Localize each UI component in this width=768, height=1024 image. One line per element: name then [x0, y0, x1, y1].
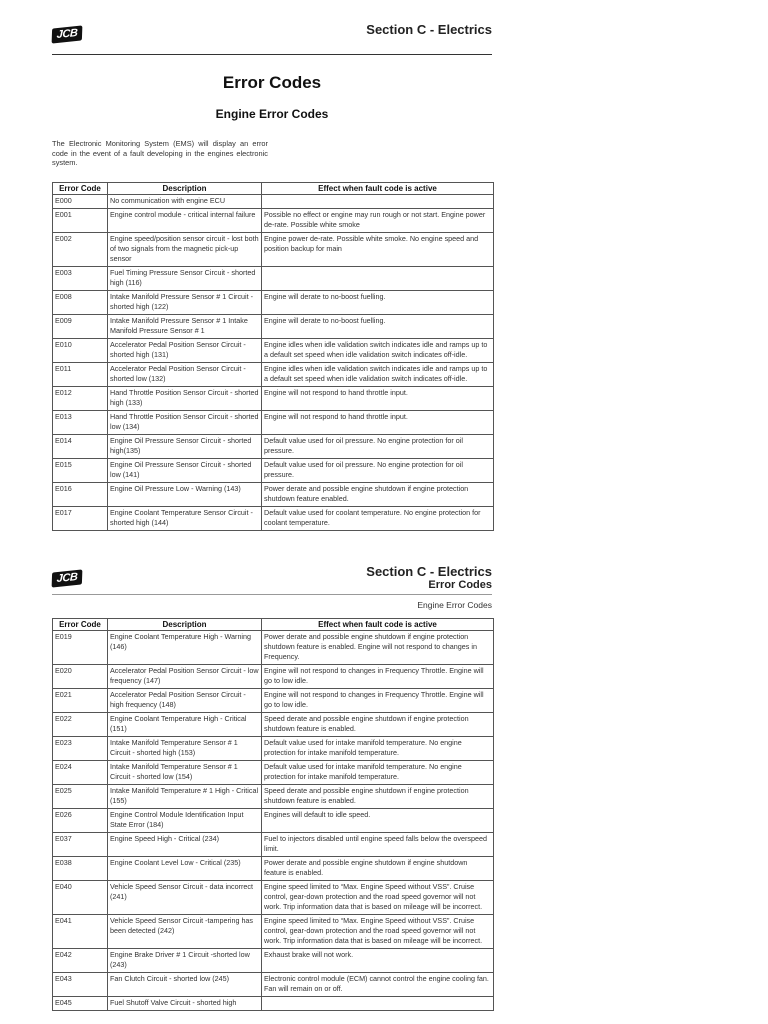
- table-row: [53, 339, 494, 363]
- error-code-cell: E016: [53, 483, 108, 507]
- error-code-cell: E025: [53, 785, 108, 809]
- error-code-cell: E003: [53, 267, 108, 291]
- description-cell: Hand Throttle Position Sensor Circuit - shorted low (134): [108, 411, 262, 435]
- description-cell: Fuel Shutoff Valve Circuit - shorted high: [108, 997, 262, 1011]
- description-cell: Intake Manifold Pressure Sensor # 1 Circuit - shorted high (122): [108, 291, 262, 315]
- error-code-cell: E015: [53, 459, 108, 483]
- effect-cell: [262, 267, 494, 291]
- table-row: [53, 195, 494, 209]
- description-cell: Engine Speed High - Critical (234): [108, 833, 262, 857]
- error-code-cell: E011: [53, 363, 108, 387]
- description-cell: Intake Manifold Temperature Sensor # 1 Circuit - shorted high (153): [108, 737, 262, 761]
- table-row: [53, 881, 494, 915]
- error-code-cell: E037: [53, 833, 108, 857]
- column-header-effect: Effect when fault code is active: [262, 619, 494, 631]
- effect-cell: Engine speed limited to “Max. Engine Speed without VSS”. Cruise control, gear-down protection and the road speed governor will not work. Trip information data that is based on mileage will be incorrect.: [262, 915, 494, 949]
- description-cell: Fan Clutch Circuit - shorted low (245): [108, 973, 262, 997]
- header-rule: [52, 594, 492, 595]
- effect-cell: Engine will not respond to changes in Frequency Throttle. Engine will go to low idle.: [262, 665, 494, 689]
- error-code-table: [52, 618, 494, 1011]
- effect-cell: Engine speed limited to “Max. Engine Speed without VSS”. Cruise control, gear-down protection and the road speed governor will not work. Trip information data that is based on mileage will be incorrect.: [262, 881, 494, 915]
- column-header-code: Error Code: [53, 183, 108, 195]
- table-row: [53, 459, 494, 483]
- error-code-cell: E002: [53, 233, 108, 267]
- table-row: [53, 387, 494, 411]
- table-row: [53, 483, 494, 507]
- table-row: [53, 857, 494, 881]
- error-code-cell: E001: [53, 209, 108, 233]
- table-row: [53, 507, 494, 531]
- section-title: Section C - Electrics: [366, 22, 492, 37]
- table-row: [53, 973, 494, 997]
- error-code-cell: E013: [53, 411, 108, 435]
- description-cell: Intake Manifold Pressure Sensor # 1 Intake Manifold Pressure Sensor # 1: [108, 315, 262, 339]
- description-cell: Accelerator Pedal Position Sensor Circuit - low frequency (147): [108, 665, 262, 689]
- effect-cell: Exhaust brake will not work.: [262, 949, 494, 973]
- error-code-cell: E008: [53, 291, 108, 315]
- error-code-cell: E023: [53, 737, 108, 761]
- column-header-description: Description: [108, 183, 262, 195]
- effect-cell: Default value used for coolant temperature. No engine protection for coolant temperature.: [262, 507, 494, 531]
- error-code-cell: E020: [53, 665, 108, 689]
- error-code-cell: E043: [53, 973, 108, 997]
- table-row: [53, 997, 494, 1011]
- table-row: [53, 233, 494, 267]
- description-cell: Intake Manifold Temperature # 1 High - Critical (155): [108, 785, 262, 809]
- error-code-table: [52, 182, 494, 531]
- description-cell: Vehicle Speed Sensor Circuit - data incorrect (241): [108, 881, 262, 915]
- effect-cell: [262, 997, 494, 1011]
- column-header-code: Error Code: [53, 619, 108, 631]
- effect-cell: Engine will derate to no-boost fuelling.: [262, 315, 494, 339]
- error-code-cell: E040: [53, 881, 108, 915]
- description-cell: Intake Manifold Temperature Sensor # 1 Circuit - shorted low (154): [108, 761, 262, 785]
- effect-cell: Speed derate and possible engine shutdown if engine protection shutdown feature is enabled.: [262, 785, 494, 809]
- table-row: [53, 267, 494, 291]
- table-row: [53, 291, 494, 315]
- description-cell: Engine Oil Pressure Low - Warning (143): [108, 483, 262, 507]
- description-cell: Engine Brake Driver # 1 Circuit -shorted low (243): [108, 949, 262, 973]
- effect-cell: Default value used for intake manifold temperature. No engine protection for intake manifold temperature.: [262, 761, 494, 785]
- effect-cell: Default value used for oil pressure. No engine protection for oil pressure.: [262, 435, 494, 459]
- table-row: [53, 689, 494, 713]
- effect-cell: Engine will derate to no-boost fuelling.: [262, 291, 494, 315]
- error-code-cell: E024: [53, 761, 108, 785]
- table-row: [53, 435, 494, 459]
- manual-page-2: [0, 556, 768, 1024]
- error-code-cell: E041: [53, 915, 108, 949]
- table-row: [53, 315, 494, 339]
- intro-paragraph: The Electronic Monitoring System (EMS) will display an error code in the event of a fault developing in the engines electronic system.: [52, 139, 268, 168]
- description-cell: Fuel Timing Pressure Sensor Circuit - shorted high (116): [108, 267, 262, 291]
- error-code-cell: E038: [53, 857, 108, 881]
- effect-cell: Engines will default to idle speed.: [262, 809, 494, 833]
- table-row: [53, 809, 494, 833]
- table-row: [53, 949, 494, 973]
- page-subtitle: Engine Error Codes: [215, 107, 329, 121]
- effect-cell: Engine will not respond to hand throttle input.: [262, 387, 494, 411]
- error-code-cell: E042: [53, 949, 108, 973]
- page-gap: [0, 544, 768, 556]
- column-header-description: Description: [108, 619, 262, 631]
- error-code-cell: E022: [53, 713, 108, 737]
- table-row: [53, 665, 494, 689]
- table-row: [53, 411, 494, 435]
- description-cell: Vehicle Speed Sensor Circuit -tampering has been detected (242): [108, 915, 262, 949]
- effect-cell: Power derate and possible engine shutdown if engine protection shutdown feature is enabled. Engine will not respond to changes in Frequency.: [262, 631, 494, 665]
- description-cell: Engine Oil Pressure Sensor Circuit - shorted low (141): [108, 459, 262, 483]
- error-code-cell: E045: [53, 997, 108, 1011]
- description-cell: Accelerator Pedal Position Sensor Circuit - high frequency (148): [108, 689, 262, 713]
- table-row: [53, 833, 494, 857]
- effect-cell: [262, 195, 494, 209]
- jcb-logo: JCB: [52, 25, 83, 43]
- error-code-cell: E017: [53, 507, 108, 531]
- section-title: Section C - Electrics: [366, 564, 492, 579]
- description-cell: Engine Coolant Temperature High - Warning (146): [108, 631, 262, 665]
- error-code-cell: E009: [53, 315, 108, 339]
- header-rule: [52, 54, 492, 55]
- error-code-cell: E021: [53, 689, 108, 713]
- description-cell: Engine Coolant Temperature High - Critical (151): [108, 713, 262, 737]
- table-header-row: [53, 183, 494, 195]
- description-cell: Engine speed/position sensor circuit - lost both of two signals from the magnetic pick-up sensor: [108, 233, 262, 267]
- effect-cell: Fuel to injectors disabled until engine speed falls below the overspeed limit.: [262, 833, 494, 857]
- effect-cell: Electronic control module (ECM) cannot control the engine cooling fan. Fan will remain on or off.: [262, 973, 494, 997]
- description-cell: Accelerator Pedal Position Sensor Circuit - shorted high (131): [108, 339, 262, 363]
- error-code-cell: E014: [53, 435, 108, 459]
- table-row: [53, 761, 494, 785]
- table-row: [53, 785, 494, 809]
- effect-cell: Engine power de-rate. Possible white smoke. No engine speed and position backup for main: [262, 233, 494, 267]
- table-row: [53, 737, 494, 761]
- error-code-cell: E012: [53, 387, 108, 411]
- effect-cell: Default value used for intake manifold temperature. No engine protection for intake manifold temperature.: [262, 737, 494, 761]
- effect-cell: Power derate and possible engine shutdown if engine shutdown feature is enabled.: [262, 857, 494, 881]
- section-sub-subtitle: Engine Error Codes: [417, 600, 492, 610]
- error-code-cell: E010: [53, 339, 108, 363]
- description-cell: Hand Throttle Position Sensor Circuit - shorted high (133): [108, 387, 262, 411]
- effect-cell: Default value used for oil pressure. No engine protection for oil pressure.: [262, 459, 494, 483]
- error-code-cell: E026: [53, 809, 108, 833]
- table-header-row: [53, 619, 494, 631]
- page-title: Error Codes: [222, 73, 322, 92]
- description-cell: Accelerator Pedal Position Sensor Circuit - shorted low (132): [108, 363, 262, 387]
- description-cell: No communication with engine ECU: [108, 195, 262, 209]
- description-cell: Engine control module - critical internal failure: [108, 209, 262, 233]
- effect-cell: Engine will not respond to changes in Frequency Throttle. Engine will go to low idle.: [262, 689, 494, 713]
- effect-cell: Engine idles when idle validation switch indicates idle and ramps up to a default set speed when idle validation switch indicates off-idle.: [262, 339, 494, 363]
- effect-cell: Speed derate and possible engine shutdown if engine protection shutdown feature is enabled.: [262, 713, 494, 737]
- jcb-logo: JCB: [52, 569, 83, 587]
- effect-cell: Engine idles when idle validation switch indicates idle and ramps up to a default set speed when idle validation switch indicates off-idle.: [262, 363, 494, 387]
- table-row: [53, 363, 494, 387]
- table-row: [53, 631, 494, 665]
- description-cell: Engine Coolant Level Low - Critical (235): [108, 857, 262, 881]
- error-code-cell: E000: [53, 195, 108, 209]
- description-cell: Engine Coolant Temperature Sensor Circuit - shorted high (144): [108, 507, 262, 531]
- effect-cell: Engine will not respond to hand throttle input.: [262, 411, 494, 435]
- description-cell: Engine Oil Pressure Sensor Circuit - shorted high(135): [108, 435, 262, 459]
- section-subtitle: Error Codes: [428, 579, 492, 591]
- error-code-cell: E019: [53, 631, 108, 665]
- effect-cell: Possible no effect or engine may run rough or not start. Engine power de-rate. Possible white smoke: [262, 209, 494, 233]
- column-header-effect: Effect when fault code is active: [262, 183, 494, 195]
- table-row: [53, 915, 494, 949]
- table-row: [53, 209, 494, 233]
- table-row: [53, 713, 494, 737]
- effect-cell: Power derate and possible engine shutdown if engine protection shutdown feature enabled.: [262, 483, 494, 507]
- description-cell: Engine Control Module Identification Input State Error (184): [108, 809, 262, 833]
